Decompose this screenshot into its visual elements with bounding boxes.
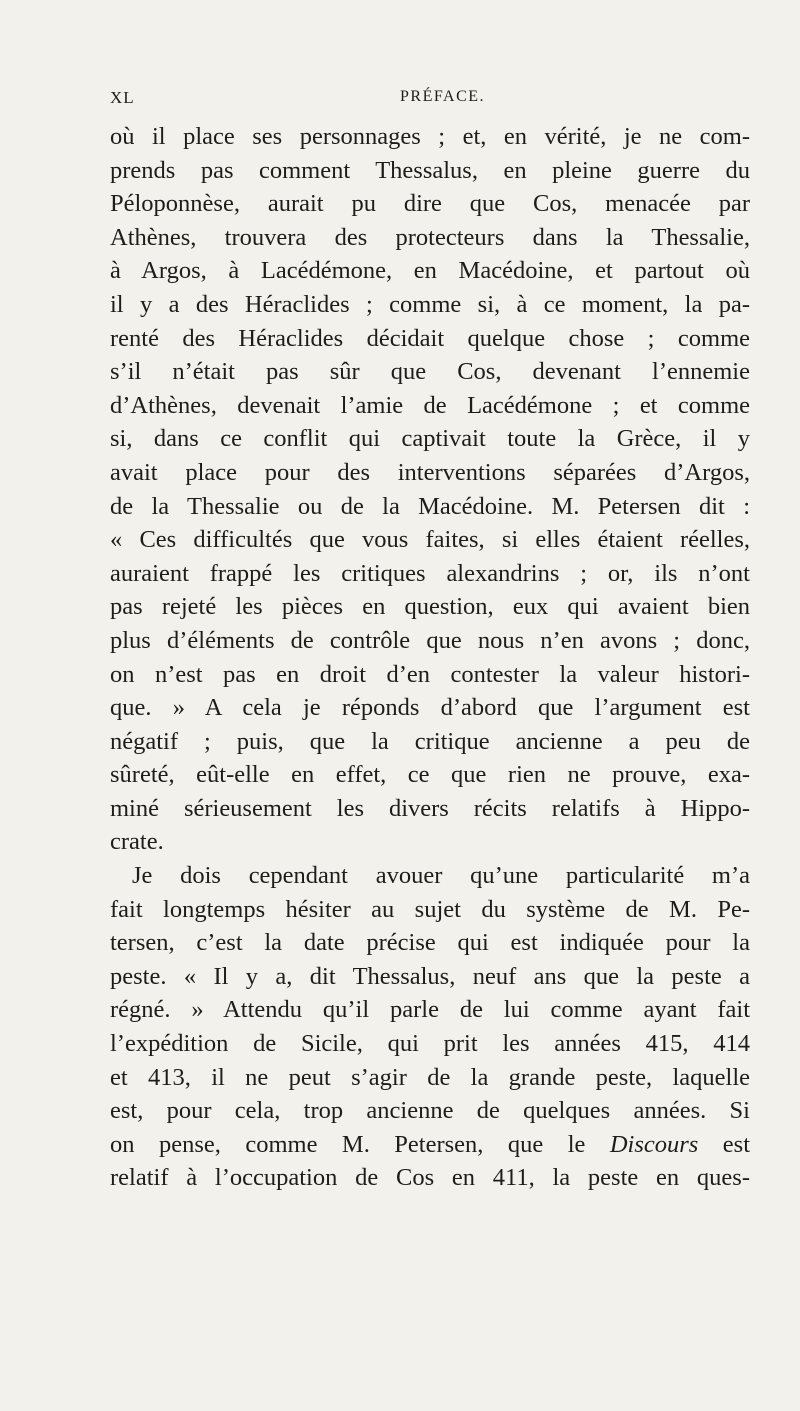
- body-text: [110, 120, 750, 1195]
- paragraph-start-line: Je dois cependant avouer qu’une particularité m’a: [132, 862, 750, 890]
- text-line: de la Thessalie ou de la Macédoine. M. Petersen dit :: [110, 492, 750, 520]
- running-head: PRÉFACE.: [400, 88, 486, 105]
- text-line: on n’est pas en droit d’en contester la valeur histori-: [110, 660, 750, 688]
- text-line: régné. » Attendu qu’il parle de lui comme ayant fait: [110, 996, 750, 1024]
- text-line: s’il n’était pas sûr que Cos, devenant l’ennemie: [110, 358, 750, 386]
- text-line: sûreté, eût-elle en effet, ce que rien ne prouve, exa-: [110, 761, 750, 789]
- text-line: avait place pour des interventions séparées d’Argos,: [110, 458, 750, 486]
- text-line: Péloponnèse, aurait pu dire que Cos, menacée par: [110, 190, 750, 218]
- text-fragment: on pense, comme M. Petersen, que le: [110, 1130, 586, 1158]
- text-line: renté des Héraclides décidait quelque chose ; comme: [110, 324, 750, 352]
- text-line: prends pas comment Thessalus, en pleine guerre du: [110, 156, 750, 184]
- text-line-with-title: [110, 1128, 750, 1162]
- text-line: négatif ; puis, que la critique ancienne a peu de: [110, 727, 750, 755]
- text-line: fait longtemps hésiter au sujet du système de M. Pe-: [110, 895, 750, 923]
- text-line: si, dans ce conflit qui captivait toute la Grèce, il y: [110, 425, 750, 453]
- text-line: Athènes, trouvera des protecteurs dans la Thessalie,: [110, 223, 750, 251]
- text-line: et 413, il ne peut s’agir de la grande peste, laquelle: [110, 1063, 750, 1091]
- text-line: plus d’éléments de contrôle que nous n’en avons ; donc,: [110, 626, 750, 654]
- page-number: XL: [110, 88, 135, 107]
- text-line: relatif à l’occupation de Cos en 411, la peste en ques-: [110, 1164, 750, 1192]
- page-header: [110, 88, 750, 110]
- text-line: auraient frappé les critiques alexandrins ; or, ils n’ont: [110, 559, 750, 587]
- paragraph-end-line: crate.: [110, 828, 164, 856]
- text-line: peste. « Il y a, dit Thessalus, neuf ans que la peste a: [110, 962, 750, 990]
- work-title: Discours: [609, 1130, 699, 1158]
- text-line: est, pour cela, trop ancienne de quelques années. Si: [110, 1097, 750, 1125]
- text-line: miné sérieusement les divers récits relatifs à Hippo-: [110, 794, 750, 822]
- text-line: tersen, c’est la date précise qui est indiquée pour la: [110, 929, 750, 957]
- text-line: où il place ses personnages ; et, en vérité, je ne com-: [110, 123, 750, 150]
- text-line: l’expédition de Sicile, qui prit les années 415, 414: [110, 1030, 750, 1058]
- text-line: que. » A cela je réponds d’abord que l’argument est: [110, 694, 750, 722]
- text-line: pas rejeté les pièces en question, eux qui avaient bien: [110, 593, 750, 621]
- text-fragment: est: [722, 1130, 751, 1158]
- text-line: « Ces difficultés que vous faites, si elles étaient réelles,: [110, 526, 750, 554]
- text-line: il y a des Héraclides ; comme si, à ce moment, la pa-: [110, 290, 750, 318]
- text-line: d’Athènes, devenait l’amie de Lacédémone ; et comme: [110, 391, 750, 419]
- text-line: à Argos, à Lacédémone, en Macédoine, et partout où: [110, 257, 750, 285]
